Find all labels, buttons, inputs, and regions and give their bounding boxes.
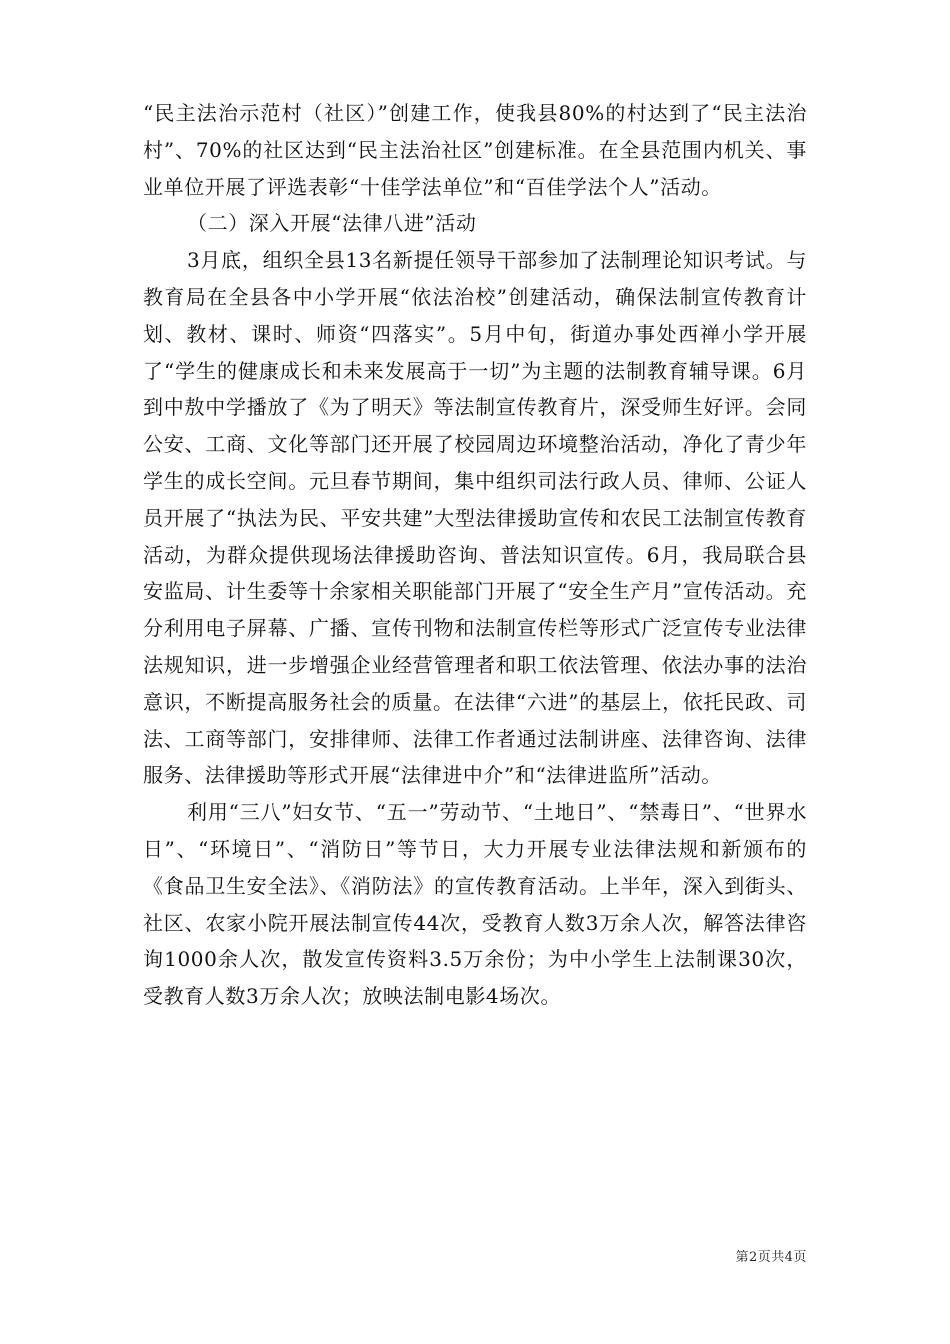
page-number: 第2页共4页 bbox=[735, 1250, 807, 1265]
body-text bbox=[143, 95, 807, 1015]
paragraph-law-activities: 3月底，组织全县13名新提任领导干部参加了法制理论知识考试。与教育局在全县各中小学开展“依法治校”创建活动，确保法制宣传教育计划、教材、课时、师资“四落实”。5月中旬，街道办事处西禅小学开展了“学生的健康成长和未来发展高于一切”为主题的法制教育辅导课。6月到中敖中学播放了《为了明天》等法制宣传教育片，深受师生好评。会同公安、工商、文化等部门还开展了校园周边环境整治活动，净化了青少年学生的成长空间。元旦春节期间，集中组织司法行政人员、律师、公证人员开展了“执法为民、平安共建”大型法律援助宣传和农民工法制宣传教育活动，为群众提供现场法律援助咨询、普法知识宣传。6月，我局联合县安监局、计生委等十余家相关职能部门开展了“安全生产月”宣传活动。充分利用电子屏幕、广播、宣传刊物和法制宣传栏等形式广泛宣传专业法律法规知识，进一步增强企业经营管理者和职工依法管理、依法办事的法治意识，不断提高服务社会的质量。在法律“六进”的基层上，依托民政、司法、工商等部门，安排律师、法律工作者通过法制讲座、法律咨询、法律服务、法律援助等形式开展“法律进中介”和“法律进监所”活动。 bbox=[143, 248, 807, 788]
paragraph-continuation: “民主法治示范村（社区）”创建工作，使我县80%的村达到了“民主法治村”、70%的社区达到“民主法治社区”创建标准。在全县范围内机关、事业单位开展了评选表彰“十佳学法单位”和“百佳学法个人”活动。 bbox=[143, 101, 807, 199]
section-heading: （二）深入开展“法律八进”活动 bbox=[187, 211, 477, 236]
paragraph-festival-campaigns: 利用“三八”妇女节、“五一”劳动节、“土地日”、“禁毒日”、“世界水日”、“环境日”、“消防日”等节日，大力开展专业法律法规和新颁布的《食品卫生安全法》、《消防法》的宣传教育活动。上半年，深入到街头、社区、农家小院开展法制宣传44次，受教育人数3万余人次，解答法律咨询1000余人次，散发宣传资料3.5万余份；为中小学生上法制课30次，受教育人数3万余人次；放映法制电影4场次。 bbox=[143, 800, 807, 1009]
